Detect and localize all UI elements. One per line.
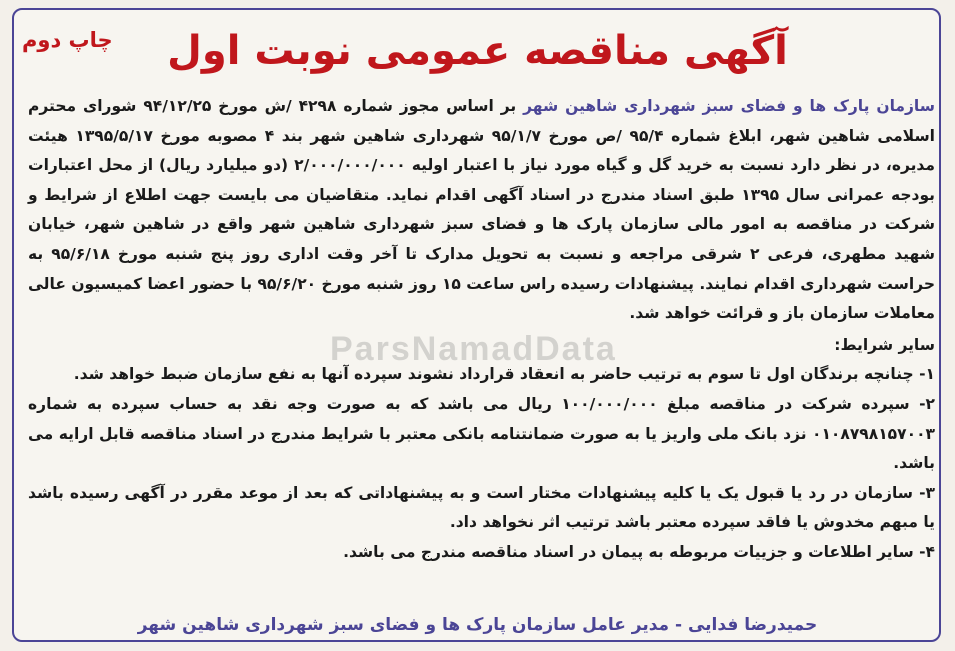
signature-line: حمیدرضا فدایی - مدیر عامل سازمان پارک ها و فضای سبز شهرداری شاهین شهر (137, 615, 818, 635)
organization-name: سازمان پارک ها و فضای سبز شهرداری شاهین شهر (523, 97, 935, 115)
notice-title: آگهی مناقصه عمومی نوبت اول (167, 28, 788, 74)
condition-item: ۴- سایر اطلاعات و جزییات مربوطه به پیمان در اسناد مناقصه مندرج می باشد. (343, 542, 935, 561)
print-edition-badge: چاپ دوم (22, 28, 113, 52)
watermark: ParsNamadData (330, 330, 617, 368)
main-paragraph (28, 97, 935, 322)
condition-item: ۳- سازمان در رد یا قبول یک یا کلیه پیشنهادات مختار است و به پیشنهاداتی که بعد از موعد مقرر در آگهی رسیده باشد یا مبهم مخدوش یا فاقد سپرده معتبر باشد ترتیب اثر نخواهد داد. (28, 483, 935, 532)
paragraph-text: بر اساس مجوز شماره ۴۲۹۸ /ش مورخ ۹۴/۱۲/۲۵ شورای محترم اسلامی شاهین شهر، ابلاغ شماره ۹۵/۴ /ص مورخ ۹۵/۱/۷ شهرداری شاهین شهر بند ۴ مصوبه مورخ ۱۳۹۵/۵/۱۷ هیئت مدیره، در نظر دارد نسبت به خرید گل و گیاه مورد نیاز با اعتبار اولیه ۲/۰۰۰/۰۰۰/۰۰۰ (دو میلیارد ریال) از محل اعتبارات بودجه عمرانی سال ۱۳۹۵ طبق اسناد مندرج در اسناد آگهی اقدام نماید. متقاضیان می بایست جهت اطلاع از شرایط و شرکت در مناقصه به امور مالی سازمان پارک ها و فضای سبز شهرداری شاهین شهر واقع در شاهین شهر، خیابان شهید مطهری، فرعی ۲ شرقی مراجعه و نسبت به تحویل مدارک تا آخر وقت اداری روز پنج شنبه مورخ ۹۵/۶/۱۸ به حراست شهرداری اقدام نمایند. پیشنهادات رسیده راس ساعت ۱۵ روز شنبه مورخ ۹۵/۶/۲۰ با حضور اعضا کمیسیون عالی معاملات سازمان باز و قرائت خواهد شد. (28, 97, 936, 323)
condition-item: ۲- سپرده شرکت در مناقصه مبلغ ۱۰۰/۰۰۰/۰۰۰ ریال می باشد که به صورت وجه نقد به حساب سپرده به شماره ۰۱۰۸۷۹۸۱۵۷۰۰۳ نزد بانک ملی واریز یا به صورت ضمانتنامه بانکی معتبر با شرایط مندرج در اسناد مناقصه قابل ارایه می باشد. (28, 394, 935, 473)
notice-body (28, 92, 935, 568)
condition-item: ۱- چنانچه برندگان اول تا سوم به ترتیب حاضر به انعقاد قرارداد نشوند سپرده آنها به نفع سازمان ضبط خواهد شد. (73, 365, 935, 384)
conditions-heading: سایر شرایط: (834, 335, 935, 354)
